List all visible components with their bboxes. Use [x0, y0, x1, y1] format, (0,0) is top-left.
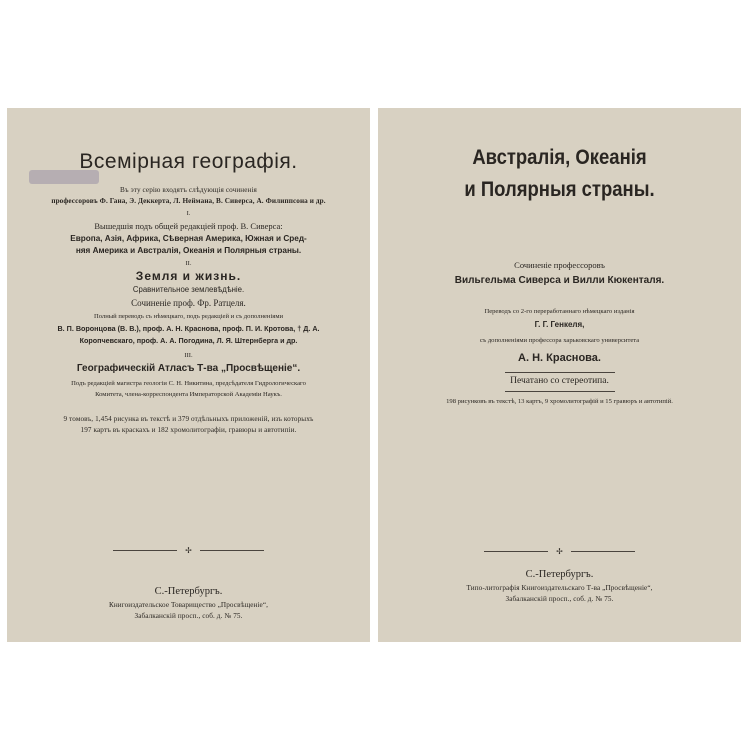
- section-1-list-line-2: няя Америка и Австралія, Океанія и Полярныя страны.: [75, 246, 302, 255]
- rule-below-stereotype: [505, 391, 615, 392]
- authors-intro: Сочиненіе профессоровъ: [514, 260, 605, 270]
- volumes-line-2: 197 картъ въ краскахъ и 182 хромолитографіи, гравюры и автотипіи.: [80, 426, 297, 434]
- section-2-note-line-3: Коропчевскаго, проф. А. А. Погодина, Л. Я. Штернберга и др.: [79, 336, 298, 345]
- section-2-author: Сочиненіе проф. Фр. Ратцеля.: [131, 298, 246, 308]
- section-2-subtitle: Сравнительное землевѣдѣніе.: [132, 285, 245, 294]
- ornament-glyph: ✢: [556, 546, 563, 556]
- rule-above-stereotype: [505, 372, 615, 373]
- right-title-page: [378, 108, 741, 642]
- section-2-number: II.: [185, 260, 192, 267]
- series-title: Всемірная географія.: [79, 150, 298, 173]
- ornament-divider: [378, 546, 741, 556]
- series-intro: Въ эту серію входятъ слѣдующія сочиненія: [120, 186, 257, 194]
- imprint-city: С.-Петербургъ.: [154, 586, 223, 597]
- ornament-glyph: ✢: [185, 545, 192, 555]
- stereotype-note: Печатано со стереотипа.: [510, 376, 609, 386]
- book-title-line-2: и Полярныя страны.: [464, 178, 655, 201]
- printer-line-1: Типо-литографія Книгоиздательскаго Т-ва „Просвѣщеніе“,: [466, 584, 653, 592]
- volumes-line-1: 9 томовъ, 1,454 рисунка въ текстѣ и 379 отдѣльныхъ приложеній, изъ которыхъ: [63, 415, 314, 423]
- book-title-line-1: Австралія, Океанія: [472, 146, 647, 169]
- ornament-divider: [7, 545, 370, 555]
- section-2-title: Земля и жизнь.: [135, 269, 242, 283]
- section-3-number: III.: [184, 352, 193, 359]
- section-3-title: Географическій Атласъ Т-ва „Просвѣщеніе“.: [76, 363, 301, 374]
- section-2-note-line-1: Полный переводъ съ нѣмецкаго, подъ редакціей и съ дополненіями: [93, 313, 284, 320]
- section-3-note-line-1: Подъ редакціей магистра геологіи С. Н. Никитина, предсѣдателя Гидрологическаго: [71, 380, 306, 387]
- publisher-line-2: Забалканскій просп., соб. д. № 75.: [134, 612, 243, 620]
- translation-note: Переводъ со 2-го переработаннаго нѣмецкаго изданія: [484, 308, 635, 315]
- additions-author: А. Н. Краснова.: [518, 352, 601, 364]
- section-1-number: I.: [186, 210, 191, 217]
- section-2-note-line-2: В. П. Воронцова (В. В.), проф. А. Н. Краснова, проф. П. И. Кротова, † Д. А.: [57, 324, 320, 333]
- additions-note: съ дополненіями профессора харьковскаго университета: [479, 337, 640, 344]
- section-3-note-line-2: Комитета, члена-корреспондента Императорской Академіи Наукъ.: [95, 391, 282, 398]
- publisher-line-1: Книгоиздательское Товарищество „Просвѣщеніе“,: [108, 601, 269, 609]
- section-1-list-line-1: Европа, Азія, Африка, Сѣверная Америка, Южная и Сред-: [70, 234, 307, 243]
- series-authors: профессоровъ Ф. Гана, Э. Деккерта, Л. Неймана, В. Сиверса, А. Филиппсона и др.: [51, 197, 326, 205]
- translator: Г. Г. Генкеля,: [534, 320, 585, 329]
- imprint-city: С.-Петербургъ.: [525, 569, 594, 580]
- authors: Вильгельма Сиверса и Вилли Кюкенталя.: [454, 275, 665, 286]
- printer-line-2: Забалканскій просп., соб. д. № 75.: [505, 595, 614, 603]
- section-1-intro: Вышедшія подъ общей редакціей проф. В. Сиверса:: [94, 221, 283, 231]
- left-title-page: [7, 108, 370, 642]
- illustrations-count: 198 рисунковъ въ текстѣ, 13 картъ, 9 хромолитографій и 15 гравюръ и автотипій.: [446, 398, 673, 405]
